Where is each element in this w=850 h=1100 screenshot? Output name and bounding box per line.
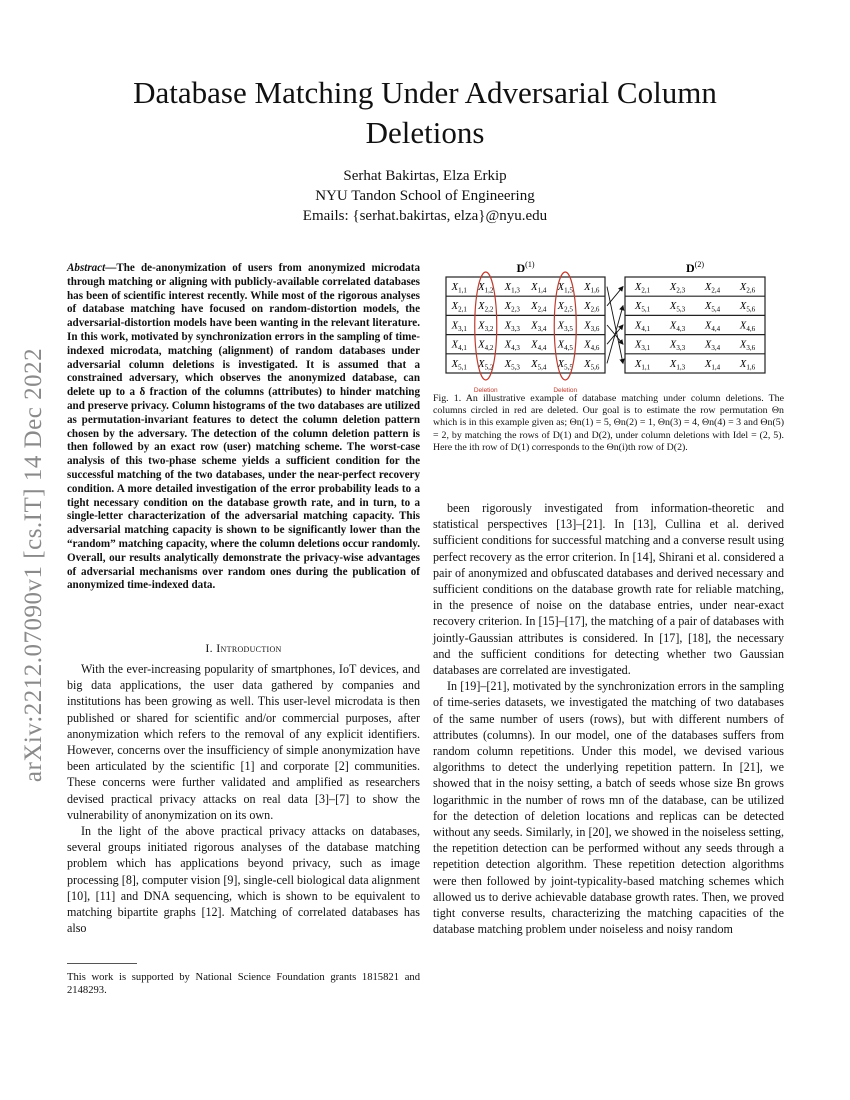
left-cell: $X_{5,5}$ (557, 358, 573, 372)
intro-paragraph: With the ever-increasing popularity of smartphones, IoT devices, and big data applications, the user data gathered by companies and institutions has been growing as well. This user-level microdata is then published or shared for scientific and/or commercial purposes, after anonymization which refers to the removal of any explicit identifiers. However, concerns over the insufficiency of simple anonymization have been articulated by the scientific [1] and corporate [2] communities. These concerns were further validated and amplified as researchers devised practical privacy attacks on real data [3]–[7] to show the vulnerability of anonymization on its own. (67, 662, 420, 822)
abstract-label: Abstract (67, 262, 106, 274)
left-cell: $X_{1,2}$ (478, 282, 494, 295)
left-cell: $X_{2,4}$ (531, 301, 547, 314)
left-cell: $X_{3,1}$ (451, 320, 467, 333)
left-cell: $X_{4,5}$ (557, 339, 573, 353)
left-cell: $X_{4,6}$ (584, 339, 600, 353)
footnote: This work is supported by National Science Foundation grants 1815821 and 2148293. (67, 972, 420, 996)
left-cell: $X_{1,1}$ (451, 282, 467, 295)
right-cell: $X_{3,4}$ (704, 339, 721, 353)
author-block (0, 166, 850, 226)
left-cell: $X_{3,2}$ (478, 320, 494, 333)
right-cell: $X_{2,3}$ (669, 282, 686, 295)
abstract (67, 262, 420, 593)
left-cell: $X_{5,4}$ (531, 358, 547, 372)
deletion-label: Deletion (553, 387, 578, 394)
right-column-body (433, 500, 784, 937)
left-cell: $X_{2,3}$ (504, 301, 520, 314)
left-cell: $X_{1,5}$ (557, 282, 573, 295)
right-cell: $X_{1,3}$ (669, 358, 686, 372)
left-database-table (446, 277, 605, 373)
right-cell: $X_{3,1}$ (634, 339, 651, 353)
right-cell: $X_{2,4}$ (704, 282, 721, 295)
left-cell: $X_{5,3}$ (504, 358, 520, 372)
right-cell: $X_{2,1}$ (634, 282, 651, 295)
left-cell: $X_{4,3}$ (504, 339, 520, 353)
left-cell: $X_{3,3}$ (504, 320, 520, 333)
right-cell: $X_{5,6}$ (739, 301, 756, 314)
arxiv-identifier: arXiv:2212.07090v1 [cs.IT] 14 Dec 2022 (20, 347, 47, 783)
left-cell: $X_{4,1}$ (451, 339, 467, 353)
intro-paragraph: In the light of the above practical privacy attacks on databases, several groups initiated rigorous analyses of the database matching problem which has applications beyond privacy, such as image processing [8], computer vision [9], single-cell biological data alignment [10], [11] and DNA sequencing, which is shown to be equivalent to matching bipartite graphs [12]. Matching of correlated databases has also (67, 824, 420, 936)
section-heading-introduction: I. Introduction (205, 641, 282, 655)
right-cell: $X_{3,3}$ (669, 339, 686, 353)
right-cell: $X_{4,4}$ (704, 320, 721, 333)
deletion-label: Deletion (473, 387, 498, 394)
right-cell: $X_{4,3}$ (669, 320, 686, 333)
right-cell: $X_{3,6}$ (739, 339, 756, 353)
introduction-body (67, 661, 420, 936)
left-cell: $X_{1,6}$ (584, 282, 600, 295)
body-paragraph: been rigorously investigated from information-theoretic and statistical perspectives [13]–[21]. In [13], Cullina et al. derived sufficient conditions for successful matching and a converse result using perfect recovery as the error criterion. In [14], Shirani et al. considered a pair of anonymized and obfuscated databases and derived necessary and sufficient conditions on the database growth rate for reliable matching, in the presence of noise on the database entries, under near-exact recovery criterion. In [15]–[17], the matching of a pair of databases with jointly-Gaussian attributes is considered. In [17], [18], the necessary and the sufficient conditions for detecting whether two Gaussian databases are correlated are investigated. (433, 501, 784, 678)
right-cell: $X_{5,4}$ (704, 301, 721, 314)
right-cell: $X_{1,1}$ (634, 358, 651, 372)
left-cell: $X_{2,2}$ (478, 301, 494, 314)
arxiv-side-label (14, 305, 54, 825)
permutation-arrow (607, 287, 623, 364)
left-cell: $X_{3,5}$ (557, 320, 573, 333)
left-cell: $X_{4,4}$ (531, 339, 547, 353)
left-cell: $X_{5,2}$ (478, 358, 494, 372)
right-database-title: $D^{(2)}$ (686, 260, 704, 275)
paper-title: Database Matching Under Adversarial Column Deletions (133, 75, 717, 150)
body-paragraph: In [19]–[21], motivated by the synchronization errors in the sampling of time-series datasets, we investigated the matching of two databases of the same number of users (rows), but with different numbers of attributes (columns). In our model, one of the databases suffers from random column repetitions. Under this model, we devised various algorithms to detect the underlying repetition pattern. In [21], we showed that in the noisy setting, a batch of seeds whose size Bn grows logarithmic in the number of rows mn of the database, can be utilized for the detection of deletion locations and replicas can be detected without any seeds. Similarly, in [20], we showed in the noiseless setting, the repetition detection can be performed without any seeds through a repetition detection algorithm. These repetition detection algorithms were then followed by joint-typicality-based matching schemes which allowed us to derive achievable database growth rates. Then, we proved tight converse results, characterizing the matching capacities of the database matching problem under noiseless and noisy random (433, 679, 784, 937)
left-cell: $X_{1,3}$ (504, 282, 520, 295)
right-cell: $X_{1,6}$ (739, 358, 756, 372)
left-cell: $X_{4,2}$ (478, 339, 494, 353)
footnote-rule (67, 963, 137, 964)
left-cell: $X_{2,6}$ (584, 301, 600, 314)
figure-1-diagram (443, 255, 773, 394)
left-database-title: $D^{(1)}$ (516, 260, 535, 275)
left-cell: $X_{2,1}$ (451, 301, 467, 314)
right-cell: $X_{4,6}$ (739, 320, 756, 333)
right-cell: $X_{4,1}$ (634, 320, 651, 333)
right-cell: $X_{5,1}$ (634, 301, 651, 314)
right-cell: $X_{5,3}$ (669, 301, 686, 314)
affiliation: NYU Tandon School of Engineering (315, 188, 535, 204)
left-cell: $X_{3,6}$ (584, 320, 600, 333)
left-cell: $X_{5,6}$ (584, 358, 600, 372)
right-cell: $X_{2,6}$ (739, 282, 756, 295)
abstract-text: —The de-anonymization of users from anonymized microdata through matching or aligning with publicly-available correlated databases has been of scientific interest recently. While most of the rigorous analyses of database matching have focused on random-distortion models, the adversarial-distortion models have been wanting in the relevant literature. In this work, motivated by synchronization errors in the sampling of time-indexed microdata, matching (alignment) of random databases under adversarial column deletions is investigated. It is assumed that a constrained adversary, which observes the anonymized database, can delete up to a δ fraction of the columns (attributes) to hinder matching and preserve privacy. Column histograms of the two databases are utilized as permutation-invariant features to detect the column deletion pattern chosen by the adversary. The detection of the column deletion pattern is then followed by an exact row (user) matching scheme. The worst-case analysis of this two-phase scheme yields a sufficient condition for the successful matching of the two databases, under the near-perfect recovery condition. A more detailed investigation of the error probability leads to a tight necessary condition on the database growth rate, and in turn, to a single-letter characterization of the adversarial matching capacity. This adversarial matching capacity is shown to be significantly lower than the “random” matching capacity, where the column deletions occur randomly. Overall, our results analytically demonstrate the privacy-wise advantages of adversarial mechanisms over random ones during the publication of anonymized time-indexed data. (67, 262, 420, 592)
left-cell: $X_{5,1}$ (451, 358, 467, 372)
authors: Serhat Bakirtas, Elza Erkip (343, 168, 507, 184)
emails: Emails: {serhat.bakirtas, elza}@nyu.edu (302, 208, 548, 224)
figure-caption: Fig. 1. An illustrative example of database matching under column deletions. The columns circled in red are deleted. Our goal is to estimate the row permutation Θn which is in this example given as; Θn(1) = 5, Θn(2) = 1, Θn(3) = 4, Θn(4) = 3 and Θn(5) = 2, by matching the rows of D(1) and D(2), under column deletions with Idel = (2, 5). Here the ith row of D(1) corresponds to the Θn(i)th row of D(2). (433, 393, 784, 453)
left-cell: $X_{1,4}$ (531, 282, 547, 295)
permutation-arrow (607, 306, 623, 364)
right-cell: $X_{1,4}$ (704, 358, 721, 372)
left-cell: $X_{3,4}$ (531, 320, 547, 333)
left-cell: $X_{2,5}$ (557, 301, 573, 314)
